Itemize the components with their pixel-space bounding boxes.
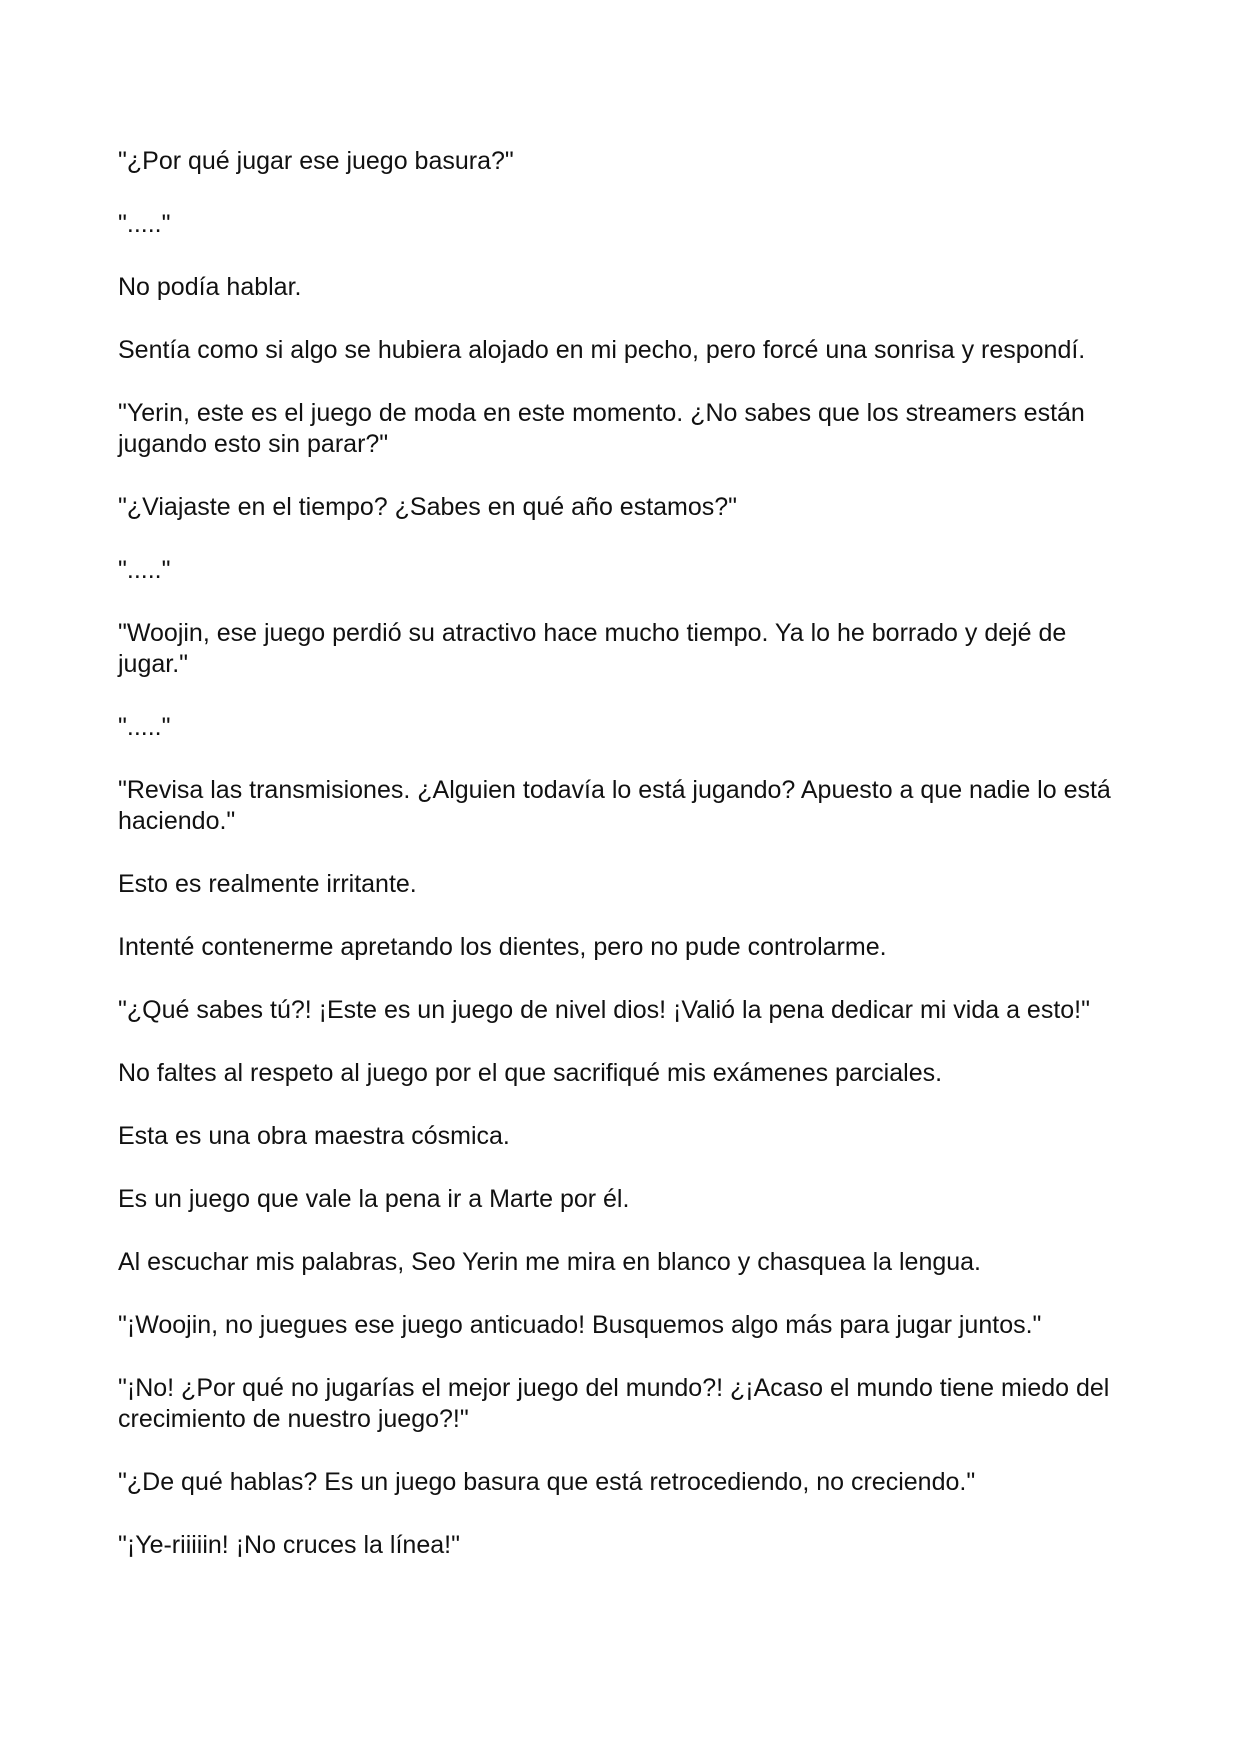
paragraph-4: Sentía como si algo se hubiera alojado en mi pecho, pero forcé una sonrisa y respondí.	[118, 336, 1086, 364]
paragraph-14: No faltes al respeto al juego por el que sacrifiqué mis exámenes parciales.	[118, 1059, 943, 1087]
paragraph-12: Intenté contenerme apretando los dientes, pero no pude controlarme.	[118, 933, 887, 961]
paragraph-3: No podía hablar.	[118, 273, 302, 301]
paragraph-16: Es un juego que vale la pena ir a Marte por él.	[118, 1185, 630, 1213]
paragraph-1: "¿Por qué jugar ese juego basura?"	[118, 147, 514, 175]
paragraph-17: Al escuchar mis palabras, Seo Yerin me mira en blanco y chasquea la lengua.	[118, 1248, 982, 1276]
paragraph-11: Esto es realmente irritante.	[118, 870, 417, 898]
paragraph-10: "Revisa las transmisiones. ¿Alguien todavía lo está jugando? Apuesto a que nadie lo está haciendo."	[118, 776, 1111, 835]
paragraph-5: "Yerin, este es el juego de moda en este momento. ¿No sabes que los streamers están jugando esto sin parar?"	[118, 399, 1085, 458]
paragraph-21: "¡Ye-riiiiin! ¡No cruces la línea!"	[118, 1531, 460, 1559]
document-page	[118, 146, 1128, 1593]
paragraph-18: "¡Woojin, no juegues ese juego anticuado! Busquemos algo más para jugar juntos."	[118, 1311, 1042, 1339]
paragraph-19: "¡No! ¿Por qué no jugarías el mejor juego del mundo?! ¿¡Acaso el mundo tiene miedo del crecimiento de nuestro juego?!"	[118, 1374, 1110, 1433]
paragraph-8: "Woojin, ese juego perdió su atractivo hace mucho tiempo. Ya lo he borrado y dejé de jugar."	[118, 619, 1067, 678]
paragraph-13: "¿Qué sabes tú?! ¡Este es un juego de nivel dios! ¡Valió la pena dedicar mi vida a esto!"	[118, 996, 1090, 1024]
paragraph-2: "....."	[118, 210, 171, 238]
paragraph-15: Esta es una obra maestra cósmica.	[118, 1122, 510, 1150]
paragraph-9: "....."	[118, 713, 171, 741]
paragraph-6: "¿Viajaste en el tiempo? ¿Sabes en qué año estamos?"	[118, 493, 738, 521]
paragraph-7: "....."	[118, 556, 171, 584]
paragraph-20: "¿De qué hablas? Es un juego basura que está retrocediendo, no creciendo."	[118, 1468, 976, 1496]
